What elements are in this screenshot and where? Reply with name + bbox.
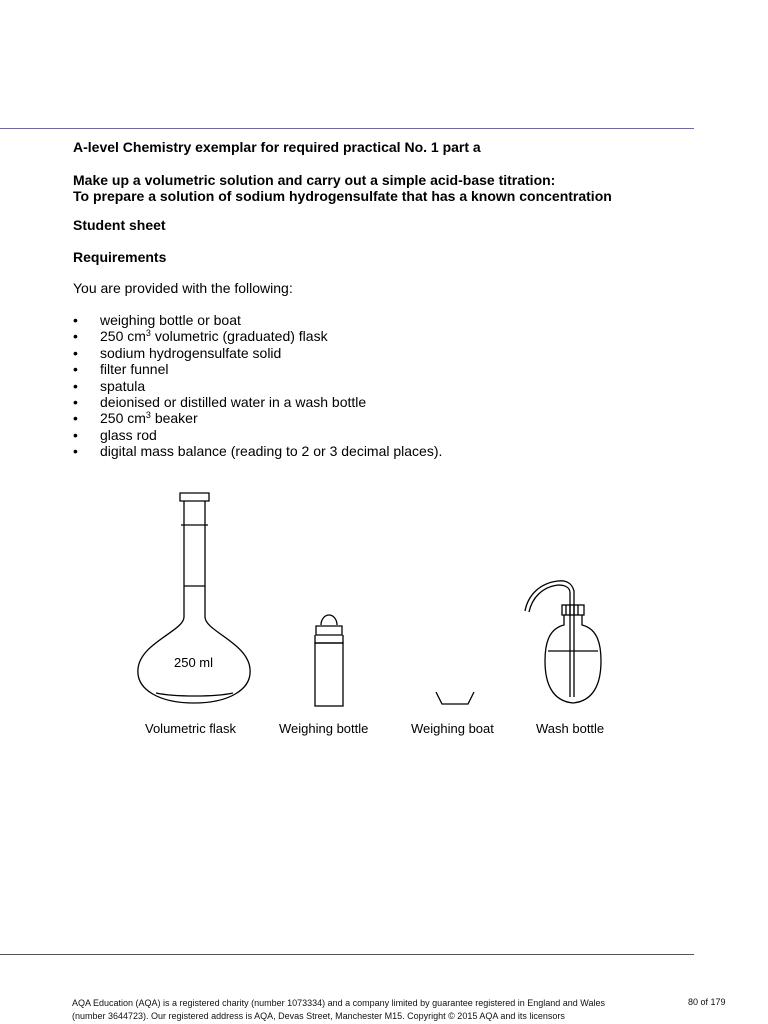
header-divider	[0, 128, 694, 129]
caption-volumetric-flask: Volumetric flask	[145, 721, 237, 736]
list-item: • spatula	[73, 378, 442, 394]
task-title-line-1: Make up a volumetric solution and carry out a simple acid-base titration:	[73, 172, 556, 188]
requirements-list	[73, 312, 442, 460]
list-item: • 250 $cm^3$ beaker	[73, 410, 442, 426]
document-title: A-level Chemistry exemplar for required practical No. 1 part a	[73, 139, 481, 155]
caption-weighing-bottle: Weighing bottle	[279, 721, 369, 736]
requirements-intro: You are provided with the following:	[73, 280, 293, 296]
apparatus-figure	[130, 485, 620, 745]
caption-weighing-boat: Weighing boat	[411, 721, 494, 736]
list-item: • glass rod	[73, 427, 442, 443]
list-item: • digital mass balance (reading to 2 or 3 decimal places).	[73, 443, 442, 459]
footer-legal-text	[72, 997, 652, 1023]
sheet-label: Student sheet	[73, 217, 166, 233]
wash-bottle-drawing	[525, 581, 601, 703]
list-item: • sodium hydrogensulfate solid	[73, 345, 442, 361]
list-item: • filter funnel	[73, 361, 442, 377]
footer-divider	[0, 954, 694, 955]
requirements-heading: Requirements	[73, 249, 167, 265]
weighing-boat-drawing	[436, 692, 474, 704]
page-number: 80 of 179	[688, 997, 726, 1007]
weighing-bottle-drawing	[315, 615, 343, 706]
caption-wash-bottle: Wash bottle	[536, 721, 605, 736]
list-item: • 250 $cm^3$ volumetric (graduated) flask	[73, 328, 442, 344]
list-item: • weighing bottle or boat	[73, 312, 442, 328]
apparatus-drawing	[130, 485, 620, 745]
list-item: • deionised or distilled water in a wash bottle	[73, 394, 442, 410]
flask-volume-label: 250 ml	[174, 655, 214, 670]
volumetric-flask-drawing	[138, 493, 250, 703]
footer-line-2: (number 3644723). Our registered address is AQA, Devas Street, Manchester M15. Copyright © 2015 AQA and its licensors	[72, 1011, 565, 1021]
footer-line-1: AQA Education (AQA) is a registered charity (number 1073334) and a company limited by guarantee registered in England and Wales	[72, 998, 605, 1008]
task-title-line-2: To prepare a solution of sodium hydrogensulfate that has a known concentration	[73, 188, 612, 204]
